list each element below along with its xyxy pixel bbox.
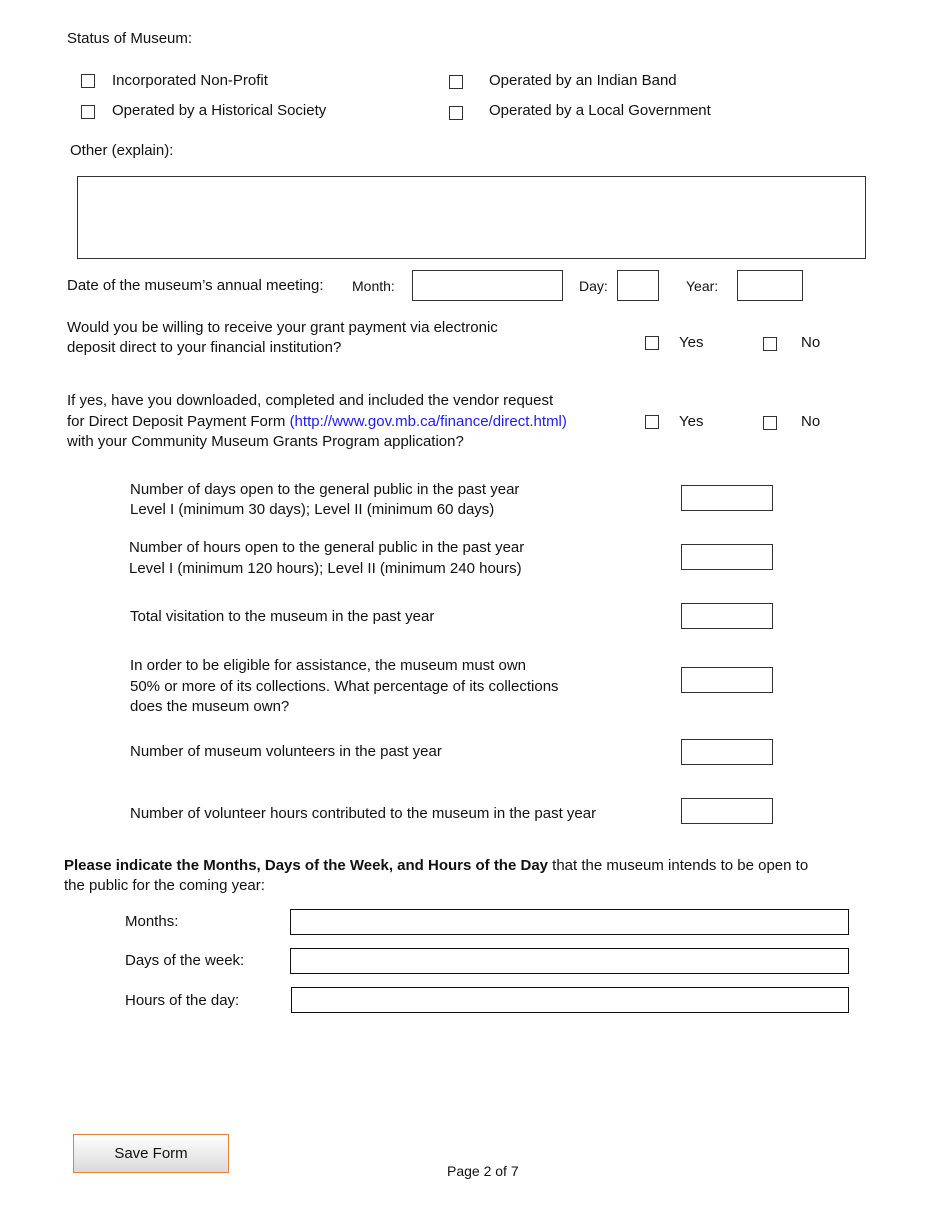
volunteer-hours-input[interactable]: [681, 798, 773, 824]
meeting-month-input[interactable]: [412, 270, 563, 301]
ownership-line1: In order to be eligible for assistance, the museum must own: [130, 657, 527, 674]
schedule-intro-line1: [64, 855, 808, 876]
hours-open-input[interactable]: [681, 544, 773, 570]
direct-deposit-yes-label: Yes: [679, 413, 704, 430]
status-heading: Status of Museum:: [67, 30, 193, 47]
electronic-yes-label: Yes: [679, 334, 704, 351]
hours-of-day-label: Hours of the day:: [125, 992, 240, 1009]
direct-deposit-line3: with your Community Museum Grants Program application?: [67, 433, 464, 450]
months-input[interactable]: [290, 909, 849, 935]
incorporated-checkbox[interactable]: [81, 74, 95, 88]
months-label: Months:: [125, 913, 179, 930]
day-label: Day:: [579, 278, 608, 294]
save-form-button[interactable]: Save Form: [73, 1134, 229, 1173]
direct-deposit-no-label: No: [801, 413, 821, 430]
ownership-percentage-input[interactable]: [681, 667, 773, 693]
hours-open-line1: Number of hours open to the general public in the past year: [129, 539, 525, 556]
volunteers-input[interactable]: [681, 739, 773, 765]
days-of-week-label: Days of the week:: [125, 952, 245, 969]
direct-deposit-line2-text: for Direct Deposit Payment Form: [67, 413, 290, 430]
electronic-question-line1: Would you be willing to receive your grant payment via electronic: [67, 319, 498, 336]
direct-deposit-yes-checkbox[interactable]: [645, 415, 659, 429]
electronic-no-label: No: [801, 334, 821, 351]
schedule-intro-bold: Please indicate the Months, Days of the Week, and Hours of the Day: [64, 857, 548, 874]
indian-band-label: Operated by an Indian Band: [489, 72, 677, 89]
hours-of-day-input[interactable]: [291, 987, 849, 1013]
volunteer-hours-label: Number of volunteer hours contributed to the museum in the past year: [130, 805, 597, 822]
hours-open-line2: Level I (minimum 120 hours); Level II (minimum 240 hours): [129, 560, 522, 577]
electronic-question-line2: deposit direct to your financial institution?: [67, 339, 342, 356]
days-of-week-input[interactable]: [290, 948, 849, 974]
ownership-line2: 50% or more of its collections. What percentage of its collections: [130, 678, 559, 695]
incorporated-label: Incorporated Non-Profit: [112, 72, 268, 89]
schedule-intro-line2: the public for the coming year:: [64, 877, 265, 894]
historical-society-label: Operated by a Historical Society: [112, 102, 327, 119]
schedule-intro-rest: that the museum intends to be open to: [548, 857, 809, 874]
year-label: Year:: [686, 278, 719, 294]
direct-deposit-no-checkbox[interactable]: [763, 416, 777, 430]
page-number: Page 2 of 7: [447, 1163, 519, 1179]
other-explain-label: Other (explain):: [70, 142, 174, 159]
meeting-day-input[interactable]: [617, 270, 659, 301]
visitation-label: Total visitation to the museum in the past year: [130, 608, 435, 625]
meeting-year-input[interactable]: [737, 270, 803, 301]
days-open-input[interactable]: [681, 485, 773, 511]
electronic-no-checkbox[interactable]: [763, 337, 777, 351]
visitation-input[interactable]: [681, 603, 773, 629]
direct-deposit-link[interactable]: (http://www.gov.mb.ca/finance/direct.html): [289, 413, 567, 430]
days-open-line1: Number of days open to the general public in the past year: [130, 481, 520, 498]
historical-society-checkbox[interactable]: [81, 105, 95, 119]
direct-deposit-line1: If yes, have you downloaded, completed and included the vendor request: [67, 392, 554, 409]
volunteers-label: Number of museum volunteers in the past year: [130, 743, 442, 760]
annual-meeting-label: Date of the museum’s annual meeting:: [67, 277, 324, 294]
direct-deposit-line2: [67, 411, 567, 432]
local-government-checkbox[interactable]: [449, 106, 463, 120]
electronic-yes-checkbox[interactable]: [645, 336, 659, 350]
days-open-line2: Level I (minimum 30 days); Level II (minimum 60 days): [130, 501, 495, 518]
indian-band-checkbox[interactable]: [449, 75, 463, 89]
ownership-line3: does the museum own?: [130, 698, 290, 715]
month-label: Month:: [352, 278, 395, 294]
other-explain-field[interactable]: [77, 176, 866, 259]
local-government-label: Operated by a Local Government: [489, 102, 711, 119]
